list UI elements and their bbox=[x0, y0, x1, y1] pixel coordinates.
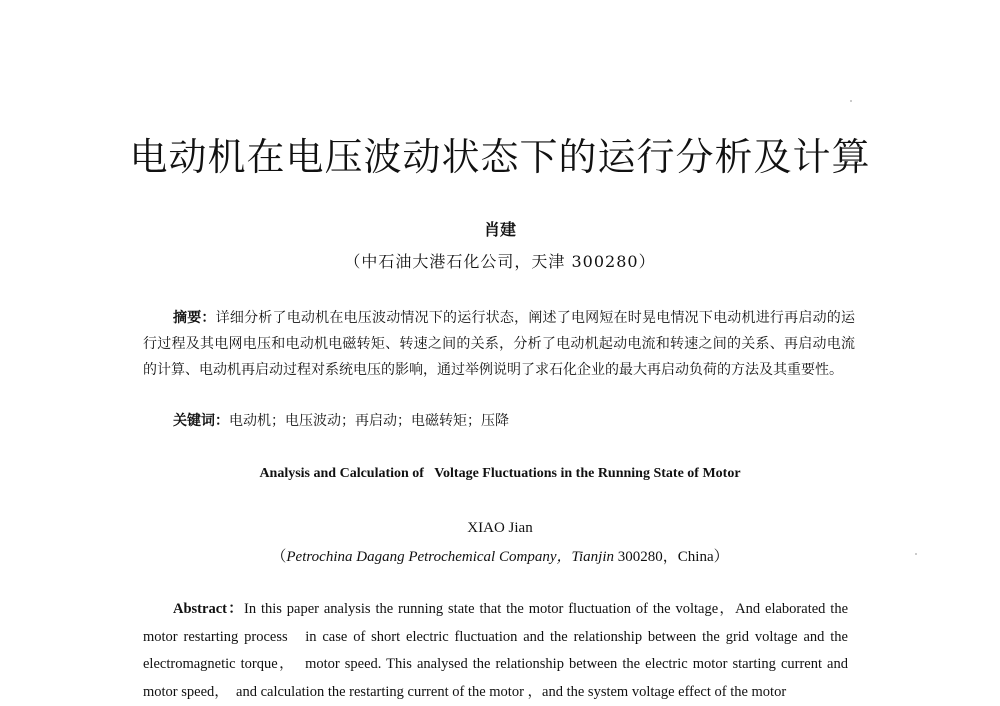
affiliation-en-city: Tianjin bbox=[571, 549, 615, 565]
affiliation-en-rest: 300280，China） bbox=[614, 549, 729, 565]
affiliation-cn: （中石油大港石化公司，天津 300280） bbox=[344, 252, 656, 271]
paper-title-en: Analysis and Calculation of Voltage Fluctuations in the Running State of Motor bbox=[259, 466, 741, 481]
affiliation-en bbox=[0, 545, 1000, 566]
abstract-en bbox=[143, 596, 852, 706]
paper-title-cn: 电动机在电压波动状态下的运行分析及计算 bbox=[129, 135, 871, 179]
abstract-cn-text: 详细分析了电动机在电压波动情况下的运行状态，阐述了电网短在时晃电情况下电动机进行再启动的运行过程及其电网电压和电动机电磁转矩、转速之间的关系，分析了电动机起动电流和转速之间的关系、再启动电流的计算、电动机再启动过程对系统电压的影响，通过举例说明了求石化企业的最大再启动负荷的方法及其重要性。 bbox=[143, 310, 855, 378]
author-name-cn: 肖建 bbox=[483, 220, 516, 239]
abstract-en-label: Abstract： bbox=[173, 601, 244, 617]
abstract-en-text: In this paper analysis the running state that the motor fluctuation of the voltage，And elaborated the motor restarting process in case of short electric fluctuation and the relationship between the grid voltage and the electromagnetic torque， motor speed. This analysed the relationship between the electric motor starting current and motor speed， and calculation the restarting current of the motor ，and the system voltage effect of the motor bbox=[143, 601, 852, 700]
keywords-cn-label: 关键词： bbox=[173, 413, 229, 429]
abstract-cn bbox=[143, 305, 855, 383]
abstract-cn-label: 摘要： bbox=[173, 310, 216, 326]
scan-speck bbox=[850, 100, 852, 102]
keywords-cn bbox=[173, 410, 863, 430]
keywords-cn-text: 电动机；电压波动；再启动；电磁转矩；压降 bbox=[229, 413, 509, 429]
affiliation-en-company: Petrochina Dagang Petrochemical Company， bbox=[286, 549, 572, 565]
affiliation-en-open: （ bbox=[271, 549, 287, 565]
author-name-en: XIAO Jian bbox=[467, 520, 533, 536]
